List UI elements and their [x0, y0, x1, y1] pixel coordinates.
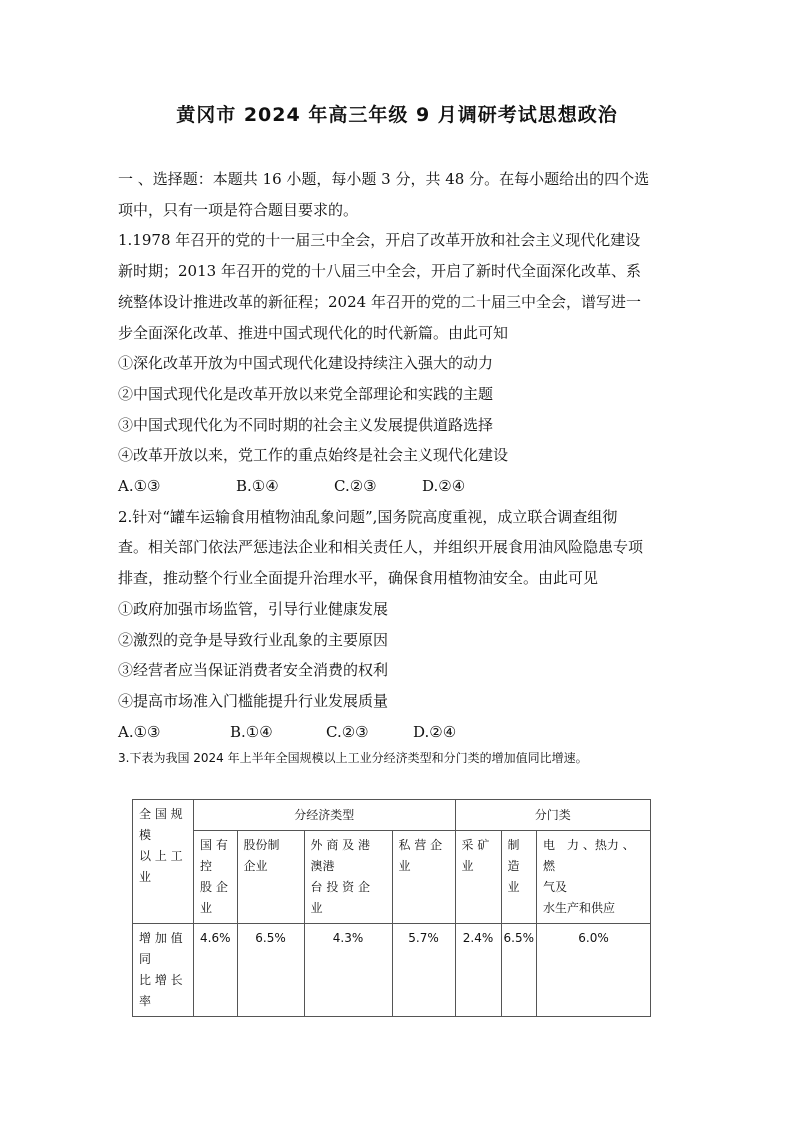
- industry-growth-table: [132, 799, 651, 1017]
- table-cell-value: 6.5%: [501, 924, 537, 1017]
- economic-type-group-header: 分经济类型: [194, 800, 456, 831]
- q2-stem-line: 2.针对“罐车运输食用植物油乱象问题”,国务院高度重视，成立联合调查组彻: [118, 507, 618, 526]
- table-cell-value: 6.5%: [237, 924, 304, 1017]
- table-cell-value: 6.0%: [537, 924, 651, 1017]
- table-cell-value: 4.6%: [194, 924, 238, 1017]
- q1-option-c[interactable]: C.②③: [334, 477, 377, 496]
- q2-item: ①政府加强市场监管，引导行业健康发展: [118, 599, 389, 618]
- table-cell-value: 5.7%: [392, 924, 455, 1017]
- row-header-growth-rate: 增 加 值 同 比 增 长 率: [133, 924, 194, 1017]
- col-header-foreign-invested: 外 商 及 港 澳港 台 投 资 企 业: [304, 831, 392, 924]
- q2-options: [118, 717, 678, 748]
- q1-stem-line: 步全面深化改革、推进中国式现代化的时代新篇。由此可知: [118, 323, 509, 342]
- q1-stem-line: 统整体设计推进改革的新征程；2024 年召开的党的二十届三中全会，谱写进一: [118, 292, 641, 311]
- q1-options: [118, 471, 678, 502]
- q2-stem-line: 排查，推动整个行业全面提升治理水平，确保食用植物油安全。由此可见: [118, 569, 599, 588]
- table-cell-value: 4.3%: [304, 924, 392, 1017]
- col-header-joint-stock: 股份制 企业: [237, 831, 304, 924]
- q2-item: ③经营者应当保证消费者安全消费的权利: [118, 661, 389, 680]
- category-group-header: 分门类: [455, 800, 651, 831]
- q2-item: ②激烈的竞争是导致行业乱象的主要原因: [118, 630, 389, 649]
- q1-option-b[interactable]: B.①④: [236, 477, 279, 496]
- table-cell-value: 2.4%: [455, 924, 501, 1017]
- q1-item: ②中国式现代化是改革开放以来党全部理论和实践的主题: [118, 384, 494, 403]
- q2-option-a[interactable]: A.①③: [118, 722, 161, 741]
- exam-title: 黄冈市 2024 年高三年级 9 月调研考试思想政治: [176, 104, 618, 126]
- q1-option-d[interactable]: D.②④: [422, 477, 466, 496]
- q1-item: ①深化改革开放为中国式现代化建设持续注入强大的动力: [118, 354, 494, 373]
- q1-item: ④改革开放以来，党工作的重点始终是社会主义现代化建设: [118, 446, 509, 465]
- q1-item: ③中国式现代化为不同时期的社会主义发展提供道路选择: [118, 415, 494, 434]
- col-header-utilities: 电 力 、热力 、燃 气及 水生产和供应: [537, 831, 651, 924]
- q1-option-a[interactable]: A.①③: [118, 477, 161, 496]
- col-header-manufacturing: 制 造 业: [501, 831, 537, 924]
- q2-stem-line: 查。相关部门依法严惩违法企业和相关责任人，并组织开展食用油风险隐患专项: [118, 538, 644, 557]
- q3-stem: 3.下表为我国 2024 年上半年全国规模以上工业分经济类型和分门类的增加值同比增速。: [118, 751, 588, 765]
- section-instruction-line: 一 、选择题：本题共 16 小题，每小题 3 分，共 48 分。在每小题给出的四个选: [118, 170, 650, 188]
- col-header-state-owned: 国 有 控 股 企 业: [194, 831, 238, 924]
- table-corner-header: 全 国 规 模 以 上 工 业: [133, 800, 194, 924]
- question-body: [118, 164, 678, 747]
- q2-option-b[interactable]: B.①④: [230, 722, 273, 741]
- q2-option-d[interactable]: D.②④: [413, 722, 457, 741]
- q1-stem-line: 新时期；2013 年召开的党的十八届三中全会，开启了新时代全面深化改革、系: [118, 262, 641, 281]
- col-header-private: 私 营 企 业: [392, 831, 455, 924]
- col-header-mining: 采 矿 业: [455, 831, 501, 924]
- q1-stem-line: 1.1978 年召开的党的十一届三中全会，开启了改革开放和社会主义现代化建设: [118, 231, 641, 250]
- section-instruction-line: 项中，只有一项是符合题目要求的。: [118, 200, 359, 219]
- q2-item: ④提高市场准入门槛能提升行业发展质量: [118, 691, 389, 710]
- q2-option-c[interactable]: C.②③: [326, 722, 369, 741]
